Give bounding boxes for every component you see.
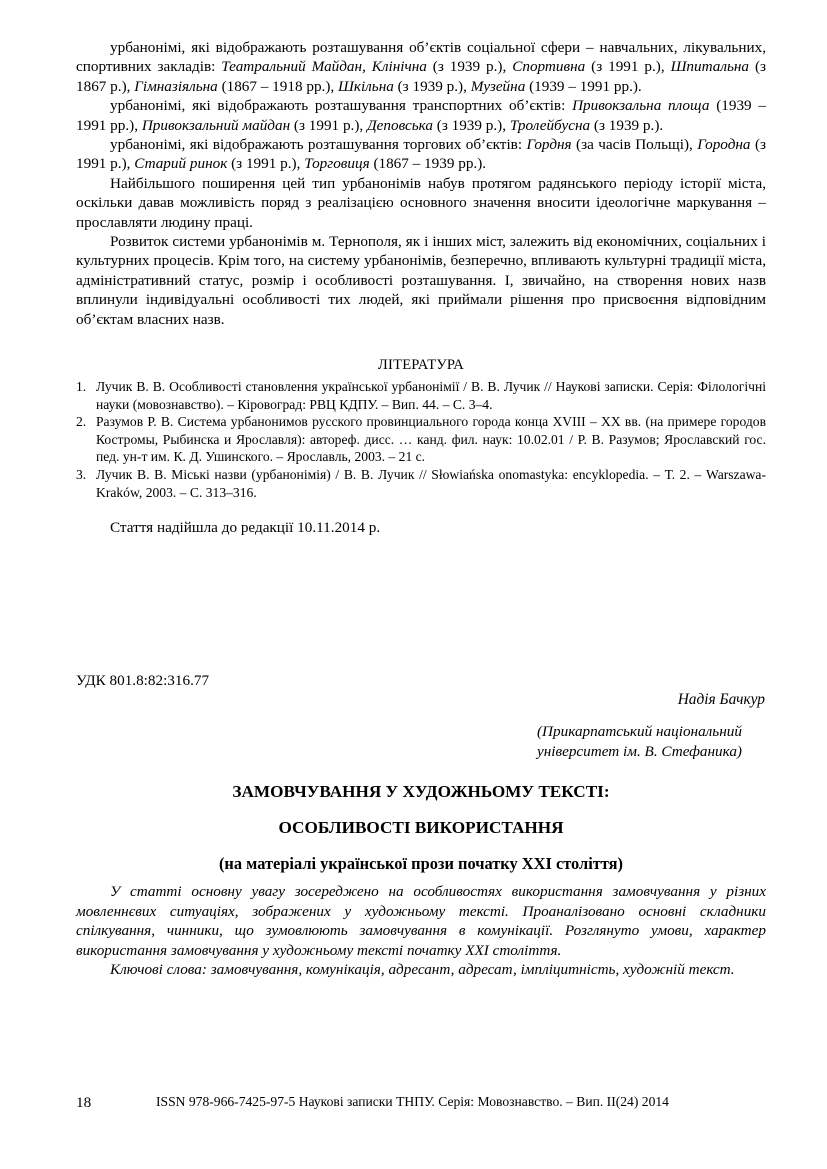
paragraph-trade-urbanonyms: урбанонімі, які відображають розташування торгових об’єктів: Гордня (за часів Польщі), Городна (з 1991 р.), Старий ринок (з 1991 р.), Торговиця (1867 – 1939 рр.). <box>76 136 766 173</box>
reference-list <box>76 378 766 501</box>
reference-item: 2. Разумов Р. В. Система урбанонимов русского провинциального города конца XVIII – XX вв. (на примере городов Костромы, Рыбинска и Ярославля): автореф. дисс. … канд. фил. наук: 10.02.01 / Р. В. Разумов; Ярославский гос. пед. ун-т им. К. Д. Ушинского. – Ярославль, 2003. – 21 с. <box>76 414 766 465</box>
author-affiliation: (Прикарпатський національний університет ім. В. Стефаника) <box>537 723 742 760</box>
literature-heading: ЛІТЕРАТУРА <box>377 357 465 374</box>
author-name: Надія Бачкур <box>677 691 765 708</box>
paragraph-development: Розвиток системи урбанонімів м. Тернополя, як і інших міст, залежить від економічних, соціальних і культурних процесів. Крім того, на систему урбанонімів, безперечно, впливають культурні традиції міста, адміністративний статус, розмір і особливості розташування. І, звичайно, на створення нових назв вплинули індивідуальні особливості тих людей, які приймали рішення про присвоєння відповідним об’єктам власних назв. <box>76 233 766 328</box>
received-date-note: Стаття надійшла до редакції 10.11.2014 р. <box>110 519 381 537</box>
abstract-block <box>76 882 766 980</box>
journal-issn: ISSN 978-966-7425-97-5 Наукові записки ТНПУ. Серія: Мовознавство. – Вип. ІІ(24) 2014 <box>156 1094 669 1109</box>
paragraph-social-urbanonyms: урбанонімі, які відображають розташування об’єктів соціальної сфери – навчальних, лікувальних, спортивних закладів: Театральний Майдан, Клінічна (з 1939 р.), Спортивна (з 1991 р.), Шпитальна (з 1867 р.), Гімназіяльна (1867 – 1918 рр.), Шкільна (з 1939 р.), Музейна (1939 – 1991 рр.). <box>76 39 767 95</box>
reference-item: 3. Лучик В. В. Міські назви (урбанонімія) / В. В. Лучик // Słowiańska onomastyka: encyklopedia. – Т. 2. – Warszawa-Kraków, 2003. – С. 313–316. <box>76 467 766 500</box>
udk-code: УДК 801.8:82:316.77 <box>76 672 210 689</box>
paragraph-soviet-period: Найбільшого поширення цей тип урбанонімів набув протягом радянського періоду історії міста, оскільки давав можливість поряд з реалізацією основного значення вносити ідеологічне маркування – прославляти людину праці. <box>76 174 766 231</box>
abstract-text: У статті основну увагу зосереджено на особливостях використання замовчування у різних мовленнєвих ситуаціях, зображених у художньому тексті. Проаналізовано основні складники спілкування, чинники, що зумовлюють замовчування в комунікації. Розглянуто умови, характер використання замовчування у художньому тексті початку XXI століття. <box>76 883 766 959</box>
paragraph-transport-urbanonyms: урбанонімі, які відображають розташування транспортних об’єктів: Привокзальна площа (1939 – 1991 рр.), Привокзальний майдан (з 1991 р.), Деповська (з 1939 р.), Тролейбусна (з 1939 р.). <box>76 97 766 134</box>
keywords-text: Ключові слова: замовчування, комунікація, адресант, адресат, імпліцитність, художній текст. <box>110 961 735 979</box>
page-number: 18 <box>76 1094 92 1111</box>
page-content <box>76 38 766 537</box>
article-title-line-2: ОСОБЛИВОСТІ ВИКОРИСТАННЯ <box>278 818 564 837</box>
reference-item: 1. Лучик В. В. Особливості становлення української урбанонімії / В. В. Лучик // Наукові записки. Серія: Філологічні науки (мовознавство). – Кіровоград: РВЦ КДПУ. – Вип. 44. – С. 3–4. <box>76 379 766 412</box>
article-title-line-1: ЗАМОВЧУВАННЯ У ХУДОЖНЬОМУ ТЕКСТІ: <box>232 782 610 801</box>
article-subtitle: (на матеріалі української прози початку XXI століття) <box>218 854 624 873</box>
